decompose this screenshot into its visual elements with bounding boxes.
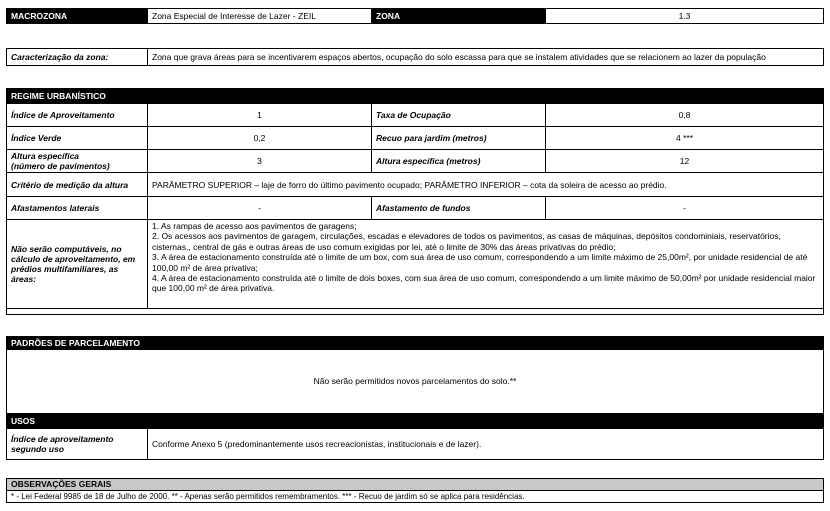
nao-computaveis-list	[148, 220, 824, 309]
afastamento-fundos-label: Afastamento de fundos	[372, 197, 546, 220]
observacoes-section	[6, 478, 824, 503]
usos-label: Índice de aproveitamento segundo uso	[7, 429, 148, 460]
afastamentos-laterais-label: Afastamentos laterais	[7, 197, 148, 220]
taxa-ocupacao-value: 0,8	[546, 104, 824, 127]
criterio-medicao-value: PARÂMETRO SUPERIOR – laje de forro do último pavimento ocupado; PARÂMETRO INFERIOR – cota da soleira de acesso ao prédio.	[148, 173, 824, 197]
altura-pavimentos-value: 3	[148, 150, 372, 173]
altura-pavimentos-label-line2: (número de pavimentos)	[11, 161, 110, 171]
usos-value: Conforme Anexo 5 (predominantemente usos recreacionistas, institucionais e de lazer).	[148, 429, 824, 460]
parcelamento-section	[6, 336, 824, 460]
nao-computaveis-item: 2. Os acessos aos pavimentos de garagem, circulações, escadas e elevadores de todos os pavimentos, as casas de máquinas, depósitos condominiais, reservatórios, cisternas,, central de gás e outras áreas de uso comum exigidas por lei, até o limite de 30% das áreas privativas do prédio;	[152, 231, 781, 252]
altura-pavimentos-label-line1: Altura específica	[11, 151, 80, 161]
afastamentos-laterais-value: -	[148, 197, 372, 220]
indice-aproveitamento-label: Índice de Aproveitamento	[7, 104, 148, 127]
altura-pavimentos-label	[7, 150, 148, 173]
caracterizacao-label: Caracterização da zona:	[7, 49, 148, 66]
regime-urbanistico-section	[6, 88, 824, 315]
caracterizacao-row	[6, 48, 824, 66]
recuo-jardim-value: 4 ***	[546, 127, 824, 150]
macrozona-value: Zona Especial de Interesse de Lazer - ZEIL	[148, 9, 372, 24]
afastamento-fundos-value: -	[546, 197, 824, 220]
indice-verde-value: 0,2	[148, 127, 372, 150]
caracterizacao-value: Zona que grava áreas para se incentivarem espaços abertos, ocupação do solo escassa para que se instalem atividades que se relacionem ao lazer da população	[148, 49, 824, 66]
indice-aproveitamento-value: 1	[148, 104, 372, 127]
nao-computaveis-label: Não serão computáveis, no cálculo de aproveitamento, em prédios multifamiliares, as áreas:	[7, 220, 148, 309]
observacoes-text: * - Lei Federal 9985 de 18 de Julho de 2000. ** - Apenas serão permitidos remembramentos. *** - Recuo de jardim só se aplica para residências.	[11, 492, 525, 501]
recuo-jardim-label: Recuo para jardim (metros)	[372, 127, 546, 150]
usos-title: USOS	[7, 414, 823, 428]
regime-urbanistico-title: REGIME URBANÍSTICO	[7, 89, 823, 103]
parcelamento-title: PADRÕES DE PARCELAMENTO	[7, 337, 823, 350]
macrozona-label: MACROZONA	[7, 9, 148, 24]
nao-computaveis-item: 4. A área de estacionamento construída até o limite de dois boxes, com sua área de uso comum, correspondendo a um limite máximo de 50,00m² por unidade residencial maior que 100,00 m² de área privativa.	[152, 273, 816, 294]
nao-computaveis-item: 1. As rampas de acesso aos pavimentos de garagens;	[152, 221, 357, 231]
altura-metros-value: 12	[546, 150, 824, 173]
macrozona-row	[6, 8, 824, 24]
observacoes-title: OBSERVAÇÕES GERAIS	[7, 479, 823, 491]
altura-metros-label: Altura específica (metros)	[372, 150, 546, 173]
parcelamento-text: Não serão permitidos novos parcelamentos do solo.**	[7, 350, 823, 414]
taxa-ocupacao-label: Taxa de Ocupação	[372, 104, 546, 127]
zona-label: ZONA	[372, 9, 546, 24]
indice-verde-label: Índice Verde	[7, 127, 148, 150]
nao-computaveis-item: 3. A área de estacionamento construída até o limite de um box, com sua área de uso comum, correspondendo a um limite máximo de 25,00m², por unidade residencial de até 100,00 m² de área privativa;	[152, 252, 808, 273]
criterio-medicao-label: Critério de medição da altura	[7, 173, 148, 197]
zona-value: 1.3	[546, 9, 824, 24]
